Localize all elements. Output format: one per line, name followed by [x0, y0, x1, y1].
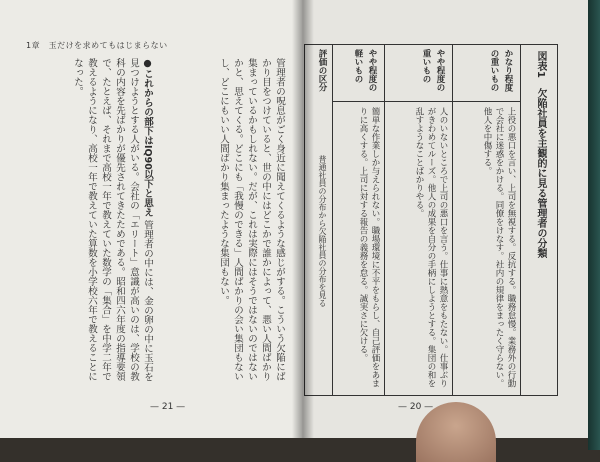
body-text-column-b	[42, 58, 154, 388]
table-column-header-1	[453, 45, 521, 102]
running-head: 1章 玉だけを求めてもはじまらない	[26, 41, 168, 50]
page-number-right: — 20 —	[398, 402, 434, 412]
table-cell-2	[385, 103, 453, 391]
table-row-label: 評価の区分	[317, 49, 327, 92]
classification-table	[304, 44, 558, 396]
table-column-header-1-text: かなり程度の重いもの	[489, 49, 513, 92]
table-cell-3-text: 簡単な作業しか与えられない。職場環境に不平をもらし、自己評価をあまりに高くする。上司に対する報告の義務を怠る。誠実さに欠ける。	[358, 107, 380, 388]
table-column-1	[452, 45, 521, 395]
book-gutter	[292, 0, 314, 438]
table-cell-1-text: 上役の悪口を言い、上司を無視する。反抗する。職務怠慢。業務外の行動で会社に迷惑をかける。同僚をけなす。社内の規律をまったく守らない。他人を中傷する。	[482, 107, 516, 388]
table-row-sub-label: 普通社員の分布から欠陥社員の分布を見る	[318, 155, 327, 307]
page-number-left: — 21 —	[150, 402, 186, 412]
table-column-3	[332, 45, 385, 395]
table-column-header-3	[333, 45, 385, 102]
book-spine	[588, 0, 600, 450]
table-cell-1	[453, 103, 521, 391]
table-cell-2-text: 人のいないところで上司の悪口を言う。仕事に熱意をもたない。仕事ぶりがきわめてルーズ。他人の成果を自分の手柄にしようとする。集団の和を乱すようなことばかりやる。	[414, 107, 448, 388]
table-column-header-3-text: やや程度の軽いもの	[353, 49, 377, 92]
table-title-cell	[520, 45, 557, 395]
table-title: 図表1 欠陥社員を主観的に見る管理者の分類	[535, 51, 546, 258]
section-subhead: ●これからの部下はIQ90以下と思え	[142, 58, 153, 218]
right-page	[302, 0, 588, 438]
table-column-header-2-text: やや程度の重いもの	[421, 49, 445, 92]
table-column-2	[384, 45, 453, 395]
table-column-header-2	[385, 45, 453, 102]
left-page	[0, 0, 302, 438]
body-text-column-a: 管理者の呪息がごく身近に聞えてくるような感じがする。こういう欠陥にばかり目をつけていると、世の中にはどこかで誰かによって、悪い人間ばかり集まっているかもしれない。だが、これは実際にはそうではないのではないかと、思えてくる。どこにも「我慢のできる」人間ばかりの会い集団もないし、どこにもいい人間ばかり集まったような集団もない。	[218, 58, 285, 381]
table-cell-3	[333, 103, 385, 391]
body-text-column-b-content: 管理者の中には、金の卵の中に玉石を見つけようとする人がいる。会社の「エリート」意識が高いのは、学校の教科の内容を先ばかりが優先されてきたためである。昭和四六年度の指導要領で、たとえば、それまで高校一年で教えていた数学の「集合」を中学二年で教えるようになり、高校一年で教えていた算数を小学校六年で教えることになった。	[72, 58, 153, 382]
